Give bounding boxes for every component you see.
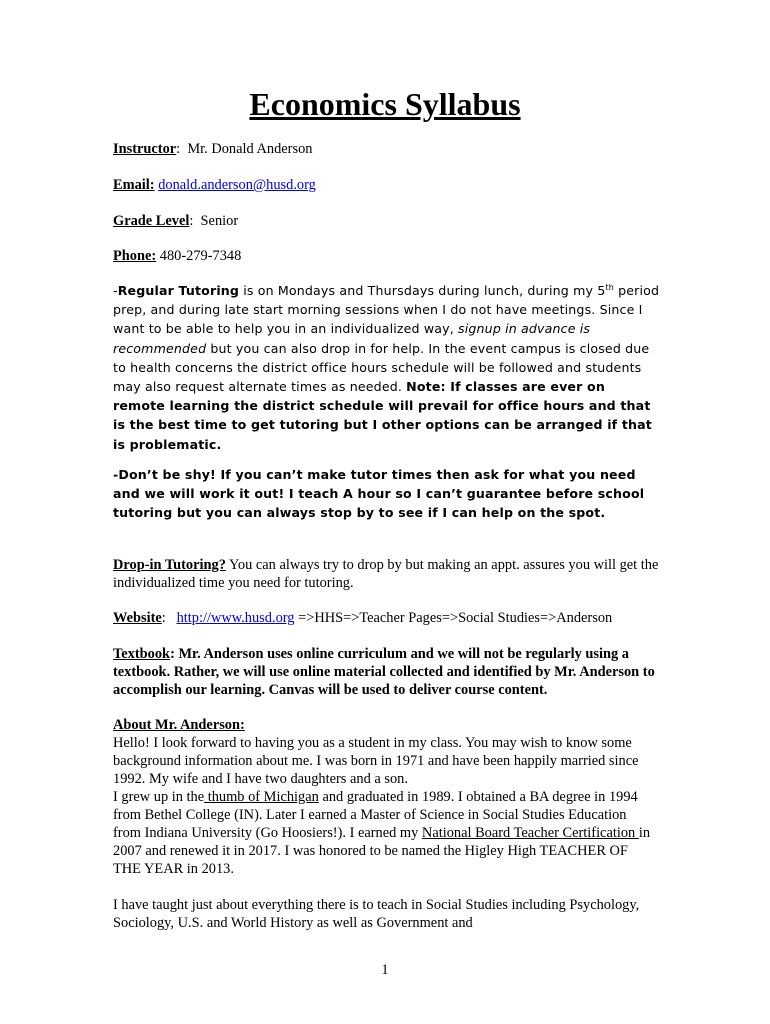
instructor-line bbox=[113, 140, 661, 158]
website-path: =>HHS=>Teacher Pages=>Social Studies=>Anderson bbox=[294, 610, 613, 626]
tutoring-text-1: is on Mondays and Thursdays during lunch, during my 5 bbox=[239, 283, 606, 298]
about-section bbox=[113, 716, 658, 932]
tutoring-sup: th bbox=[605, 283, 614, 292]
tutoring-paragraph bbox=[113, 281, 661, 454]
grade-line bbox=[113, 212, 661, 230]
page-title: Economics Syllabus bbox=[249, 86, 521, 122]
grade-label: Grade Level bbox=[113, 213, 190, 229]
tutoring-dash: - bbox=[113, 283, 118, 298]
grade-sep: : bbox=[189, 213, 201, 229]
textbook-paragraph bbox=[113, 645, 663, 699]
page-number: 1 bbox=[381, 962, 389, 978]
paragraph-spacer bbox=[113, 878, 658, 896]
dropin-text: You can always try to drop by but making an appt. assures you will get the individualized time you need for tutoring. bbox=[113, 557, 659, 591]
textbook-label: Textbook bbox=[113, 646, 171, 662]
phone-line bbox=[113, 247, 661, 265]
textbook-text: : Mr. Anderson uses online curriculum and we will not be regularly using a textbook. Rather, we will use online material collected and identified by Mr. Anderson to accomplish our learning. Canvas will be used to deliver course content. bbox=[113, 646, 655, 698]
email-link[interactable]: donald.anderson@husd.org bbox=[158, 177, 316, 193]
tutoring-remote-note: Note: If classes are ever on remote learning the district schedule will prevail for office hours and that is the best time to get tutoring but I other options can be arranged if that is problematic. bbox=[113, 379, 652, 452]
nbct-link[interactable]: National Board Teacher Certification bbox=[421, 825, 639, 841]
website-sep: : bbox=[161, 610, 177, 626]
michigan-link[interactable]: thumb of Michigan bbox=[204, 789, 319, 805]
about-paragraph-1: Hello! I look forward to having you as a student in my class. You may wish to know some background information about me. I was born in 1971 and have been happily married since 1992. My wife and I have two daughters and a son. bbox=[113, 735, 639, 787]
about-paragraph-3: I have taught just about everything there is to teach in Social Studies including Psychology, Sociology, U.S. and World History as well as Government and bbox=[113, 897, 640, 931]
tutoring-signup-note: signup in advance is recommended bbox=[113, 321, 591, 356]
website-line bbox=[113, 609, 713, 627]
website-link[interactable]: http://www.husd.org bbox=[176, 610, 295, 626]
about-p2-text-b: and graduated in 1989. I obtained a BA degree in 1994 from Bethel College (IN). Later I earned a Master of Science in Social Studies Education from Indiana University (Go Hoosiers!). I earned my bbox=[113, 789, 638, 841]
about-heading: About Mr. Anderson: bbox=[113, 717, 245, 733]
grade-value: Senior bbox=[200, 213, 239, 229]
tutoring-text-3: but you can also drop in for help. In the event campus is closed due to health concerns the district office hours schedule will be followed and students may also request alternate times as needed. bbox=[113, 340, 650, 395]
phone-value: 480-279-7348 bbox=[156, 248, 242, 264]
email-label: Email: bbox=[113, 177, 155, 193]
phone-label: Phone: bbox=[113, 248, 157, 264]
website-label: Website bbox=[113, 610, 162, 626]
dropin-label: Drop-in Tutoring? bbox=[113, 557, 226, 573]
about-p2-text-c: in 2007 and renewed it in 2017. I was honored to be named the Higley High TEACHER OF THE YEAR in 2013. bbox=[113, 825, 651, 877]
tutoring-text-2: period prep, and during late start morning sessions when I do not have meetings. Since I want to be able to help you in an individualized way, bbox=[113, 283, 660, 337]
about-paragraph-2 bbox=[113, 788, 658, 878]
instructor-label: Instructor bbox=[113, 141, 177, 157]
instructor-name: Mr. Donald Anderson bbox=[187, 141, 313, 157]
email-line bbox=[113, 176, 661, 194]
instructor-sep: : bbox=[176, 141, 188, 157]
dropin-paragraph bbox=[113, 556, 661, 592]
tutoring-heading: Regular Tutoring bbox=[117, 283, 240, 298]
dont-be-shy-paragraph: -Don’t be shy! If you can’t make tutor times then ask for what you need and we will work it out! I teach A hour so I can’t guarantee before school tutoring but you can always stop by to see if I can help on the spot. bbox=[113, 467, 645, 521]
about-p2-text-a: I grew up in the bbox=[113, 789, 205, 805]
